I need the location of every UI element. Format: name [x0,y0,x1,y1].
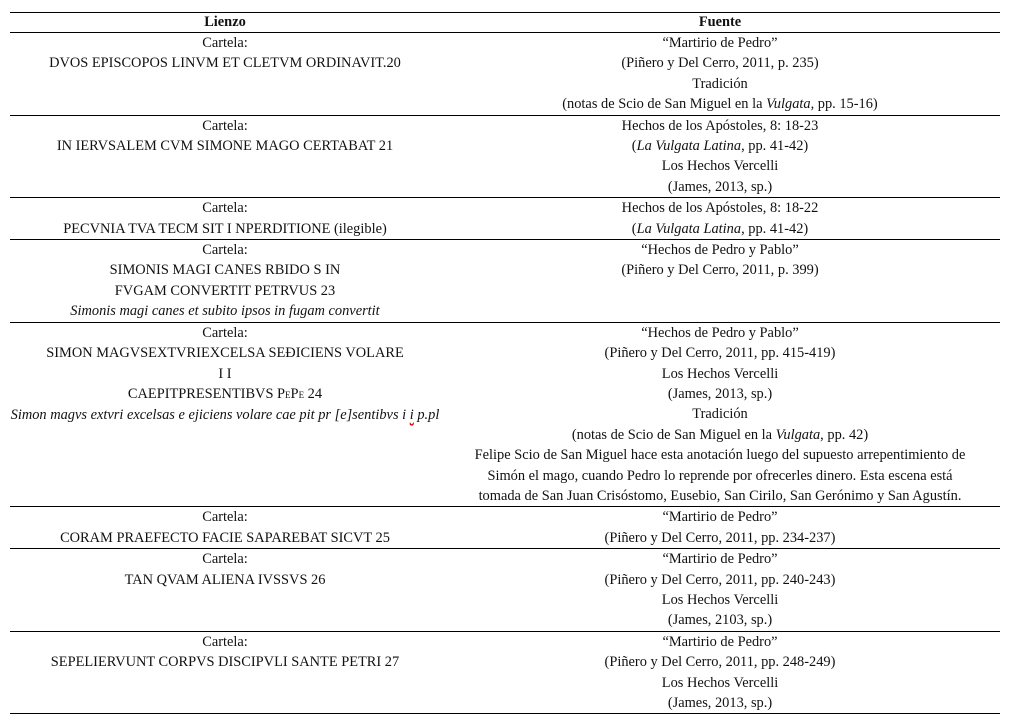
source-reference: (Piñero y Del Cerro, 2011, pp. 248-249) [604,654,836,671]
cartela-label: Cartela: [202,117,248,134]
cartela-inscription: TAN QVAM ALIENA IVSSVS 26 [124,571,326,588]
source-note: tomada de San Juan Crisóstomo, Eusebio, San Cirilo, San Gerónimo y San Agustín. [478,487,962,504]
table-row [10,33,1000,116]
source-note: Felipe Scio de San Miguel hace esta anotación luego del supuesto arrepentimiento de [474,447,966,464]
source-reference: (James, 2013, sp.) [667,178,773,195]
fuente-cell [440,116,1000,198]
cartela-label: Cartela: [202,35,248,51]
source-title: Hechos de los Apóstoles, 8: 18-22 [621,200,819,217]
fuente-cell [440,198,1000,239]
cartela-inscription: SEPELIERVUNT CORPVS DISCIPVLI SANTE PETRI 27 [50,654,400,671]
table-header-row [10,13,1000,33]
source-title: Los Hechos Vercelli [661,365,779,382]
lienzo-cell [10,632,440,714]
source-reference: (James, 2103, sp.) [667,612,773,629]
fuente-cell [440,33,1000,115]
source-title: Hechos de los Apóstoles, 8: 18-23 [621,117,819,134]
table-row [10,240,1000,323]
lienzo-cell [10,323,440,507]
lienzo-cell [10,507,440,548]
column-header-lienzo: Lienzo [204,14,246,30]
column-header-fuente: Fuente [698,14,742,30]
source-title: Los Hechos Vercelli [661,158,779,175]
source-reference: (notas de Scio de San Miguel en la Vulgata, pp. 15-16) [562,96,878,113]
source-reference: (La Vulgata Latina, pp. 41-42) [631,138,809,155]
source-title: “Hechos de Pedro y Pablo” [641,242,799,259]
source-title: “Martirio de Pedro” [662,35,778,51]
lienzo-cell [10,33,440,115]
source-reference: (Piñero y Del Cerro, 2011, p. 235) [621,55,819,72]
fuente-cell [440,632,1000,714]
source-reference: (Piñero y Del Cerro, 2011, pp. 234-237) [604,529,836,546]
cartela-inscription: I I [218,365,232,382]
cartela-inscription: SIMON MAGVSEXTVRIEXCELSA SEÐICIENS VOLARE [46,345,404,362]
source-title: Los Hechos Vercelli [661,674,779,691]
source-title: “Martirio de Pedro” [662,509,778,526]
cartela-inscription: FVGAM CONVERTIT PETRVUS 23 [114,282,336,299]
source-reference: (Piñero y Del Cerro, 2011, pp. 415-419) [604,345,836,362]
source-reference: (notas de Scio de San Miguel en la Vulgata, pp. 42) [571,426,869,443]
lienzo-cell [10,240,440,322]
table-row [10,549,1000,632]
lienzo-cell [10,549,440,631]
cartela-label: Cartela: [202,200,248,217]
table-row [10,116,1000,199]
source-reference: (La Vulgata Latina, pp. 41-42) [631,220,809,237]
cartela-inscription: SIMONIS MAGI CANES RBIDO S IN [109,262,341,279]
source-reference: (James, 2013, sp.) [667,695,773,711]
source-title: Los Hechos Vercelli [661,591,779,608]
cartela-inscription: CAEPITPRESENTIBVS PEPE 24 [127,385,323,402]
source-reference: (Piñero y Del Cerro, 2011, pp. 240-243) [604,571,836,588]
cartela-label: Cartela: [202,551,248,568]
table-row [10,632,1000,715]
fuente-cell [440,323,1000,507]
cartela-label: Cartela: [202,242,248,259]
cartela-inscription: CORAM PRAEFECTO FACIE SAPAREBAT SICVT 25 [60,529,390,546]
table-row [10,198,1000,240]
sources-table [10,12,1000,714]
source-title: “Hechos de Pedro y Pablo” [641,324,799,341]
table-row [10,507,1000,549]
cartela-label: Cartela: [202,633,248,650]
cartela-inscription: IN IERVSALEM CVM SIMONE MAGO CERTABAT 21 [56,138,394,155]
lienzo-cell [10,198,440,239]
source-reference: (Piñero y Del Cerro, 2011, p. 399) [621,262,819,279]
source-title: “Martirio de Pedro” [662,633,778,650]
cartela-transcription: Simon magvs extvri excelsas e ejiciens volare cae pit pr [e]sentibvs i i p.pl [10,407,440,424]
source-title: Tradición [692,75,748,92]
table-row [10,323,1000,508]
cartela-inscription: PECVNIA TVA TECM SIT I NPERDITIONE (ilegible) [63,220,387,237]
fuente-cell [440,507,1000,548]
fuente-cell [440,549,1000,631]
cartela-label: Cartela: [202,324,248,341]
source-reference: (James, 2013, sp.) [667,385,773,402]
fuente-cell [440,240,1000,322]
cartela-inscription: DVOS EPISCOPOS LINVM ET CLETVM ORDINAVIT.20 [49,55,401,72]
source-title: Tradición [692,406,748,423]
lienzo-cell [10,116,440,198]
cartela-label: Cartela: [202,509,248,526]
source-note: Simón el mago, cuando Pedro lo reprende por ofrecerles dinero. Esta escena está [487,467,953,484]
cartela-transcription: Simonis magi canes et subito ipsos in fugam convertit [70,303,380,320]
source-title: “Martirio de Pedro” [662,551,778,568]
